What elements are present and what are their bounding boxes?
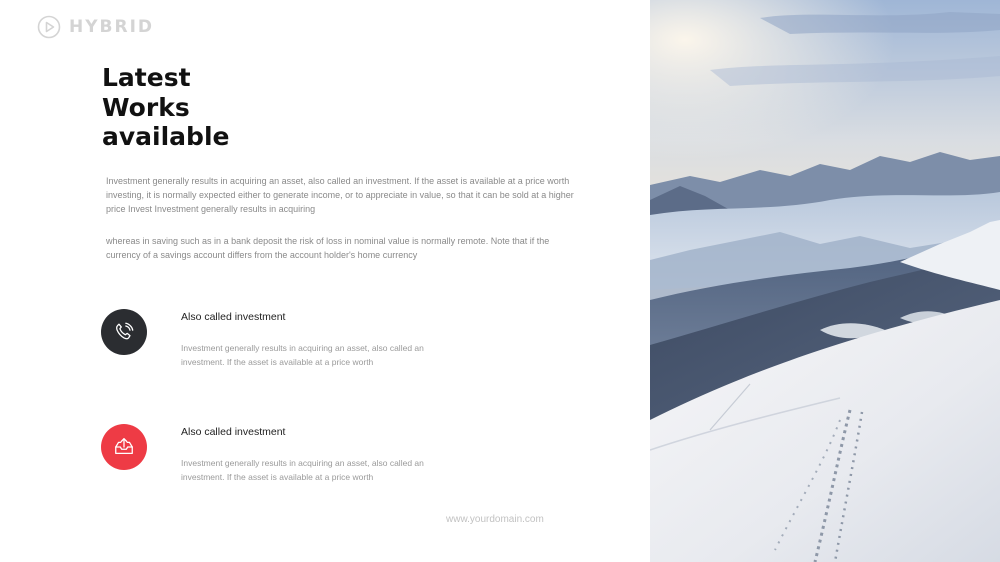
website-link[interactable]: www.yourdomain.com [446,514,544,525]
page-title-line: Latest [102,63,191,92]
page-title-line: Works [102,92,190,122]
secondary-paragraph: whereas in saving such as in a bank deposit the risk of loss in nominal value is normally remote. Note that if the currency of a savings account differs from the account holder's home currency [106,236,550,260]
feature-icon-badge [101,424,147,470]
inbox-upload-icon [113,436,135,458]
feature-description: Investment generally results in acquiring an asset, also called an investment. If the asset is available at a price worth [181,458,424,482]
phone-call-icon [113,321,135,343]
play-circle-icon [37,15,61,39]
page-title-line: available [102,122,230,151]
brand-logo [37,15,154,39]
feature-title: Also called investment [181,426,286,438]
feature-icon-badge [101,309,147,355]
brand-name: HYBRID [69,17,155,37]
intro-paragraph: Investment generally results in acquiring an asset, also called an investment. If the asset is available at a price worth investing, it is normally expected either to generate income, or to appreciate in value, so that it can be sold at a higher price Invest Investment generally results in acquiring [106,176,574,214]
page-title [102,63,402,152]
feature-description: Investment generally results in acquiring an asset, also called an investment. If the asset is available at a price worth [181,343,424,367]
mountain-snow-photo [650,0,1000,562]
feature-title: Also called investment [181,311,286,323]
